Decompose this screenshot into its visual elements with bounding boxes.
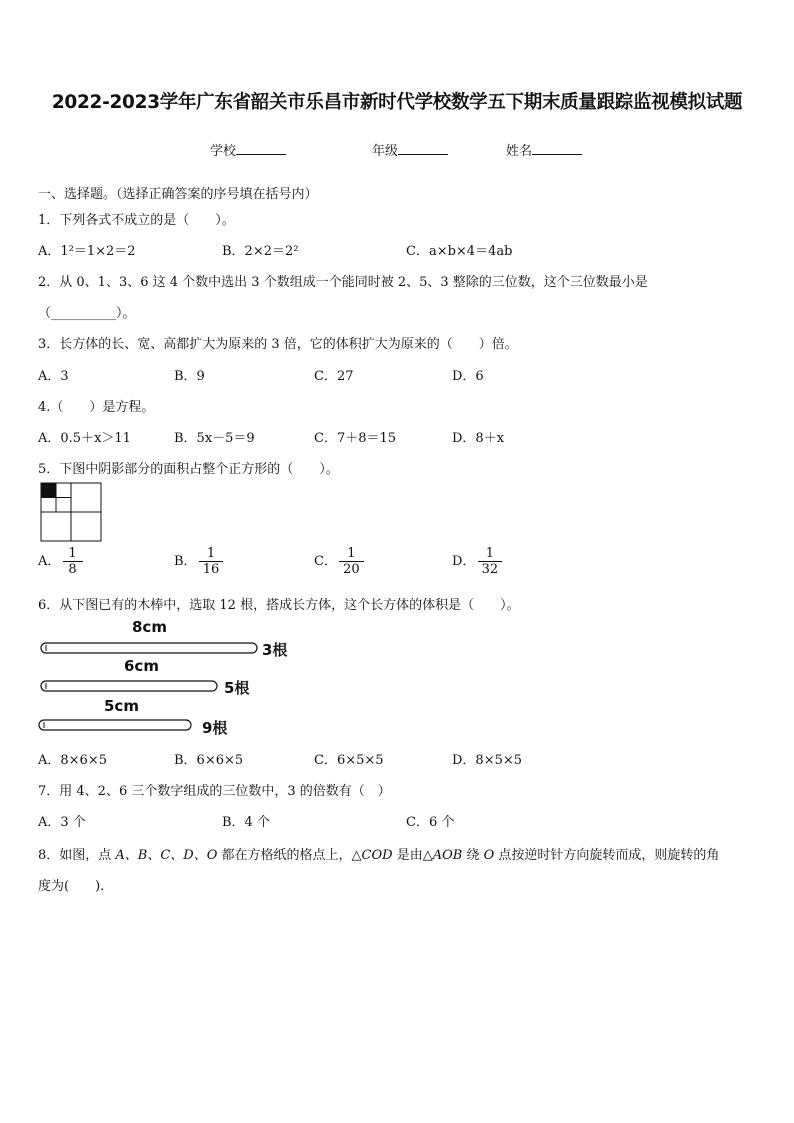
denominator: 16 xyxy=(202,562,220,577)
name-label: 姓名 xyxy=(506,144,533,159)
q5-option-c-fraction xyxy=(341,546,362,577)
q5-option-c xyxy=(314,546,362,577)
q5-option-a-label: A． xyxy=(38,554,61,569)
q5-option-a-fraction xyxy=(65,546,81,577)
stick-body xyxy=(41,643,257,653)
stick-body xyxy=(41,681,217,691)
school-label: 学校 xyxy=(210,144,237,159)
stick3 xyxy=(38,718,194,732)
grade-label: 年级 xyxy=(372,144,399,159)
q8-text: 是由△ xyxy=(392,848,433,863)
q8-triangle-aob: AOB xyxy=(432,848,463,863)
q6-option-d: D．8×5×5 xyxy=(452,753,523,768)
q4-stem: 4.（ ）是方程。 xyxy=(38,400,155,415)
q7-option-a: A．3 个 xyxy=(38,815,86,830)
section-heading: 一、选择题。（选择正确答案的序号填在括号内） xyxy=(38,187,318,202)
q3-option-a: A．3 xyxy=(38,369,69,384)
q5-option-c-label: C． xyxy=(314,554,337,569)
name-field xyxy=(506,140,582,159)
numerator: 1 xyxy=(206,546,216,561)
q5-square-figure xyxy=(40,482,102,542)
q8-point-o: O xyxy=(483,848,495,863)
q1-option-a: A．1²＝1×2＝2 xyxy=(38,244,136,259)
numerator: 1 xyxy=(68,546,77,561)
q5-stem: 5．下图中阴影部分的面积占整个正方形的（ ）。 xyxy=(38,462,339,477)
q4-option-d: D．8＋x xyxy=(452,431,505,446)
q2-stem: 2．从 0、1、3、6 这 4 个数中选出 3 个数组成一个能同时被 2、5、3 整除的三位数，这个三位数最小是 xyxy=(38,275,648,290)
q6-option-a: A．8×6×5 xyxy=(38,753,107,768)
q3-stem: 3．长方体的长、宽、高都扩大为原来的 3 倍，它的体积扩大为原来的（ ）倍。 xyxy=(38,337,518,352)
q5-option-d-label: D． xyxy=(452,554,476,569)
q3-option-d: D．6 xyxy=(452,369,484,384)
q2-answer-blank: （__________）。 xyxy=(38,306,136,321)
q6-option-c: C．6×5×5 xyxy=(314,753,384,768)
denominator: 20 xyxy=(343,562,360,577)
stick2-count: 5根 xyxy=(224,679,250,697)
grade-field xyxy=(372,140,448,159)
q8-text: 绕 xyxy=(462,848,484,863)
numerator: 1 xyxy=(347,546,356,561)
school-field xyxy=(210,140,286,159)
denominator: 8 xyxy=(68,562,77,577)
stick-body xyxy=(39,720,191,730)
name-blank xyxy=(532,142,582,155)
q8-text: 8．如图，点 xyxy=(38,848,116,863)
page-title: 2022-2023学年广东省韶关市乐昌市新时代学校数学五下期末质量跟踪监视模拟试题 xyxy=(51,92,743,113)
q4-option-b: B．5x－5＝9 xyxy=(174,431,255,446)
q7-option-b: B．4 个 xyxy=(222,815,270,830)
q5-option-b-label: B． xyxy=(174,554,197,569)
q4-option-a: A．0.5＋x＞11 xyxy=(38,431,131,446)
denominator: 32 xyxy=(481,562,499,577)
q5-option-a xyxy=(38,546,81,577)
q5-option-b xyxy=(174,546,221,577)
q8-text: 都在方格纸的格点上，△ xyxy=(217,848,362,863)
stick1-count: 3根 xyxy=(262,641,288,659)
q8-stem xyxy=(38,844,719,863)
q7-stem: 7．用 4、2、6 三个数字组成的三位数中，3 的倍数有（ ） xyxy=(38,784,391,799)
q4-option-c: C．7＋8＝15 xyxy=(314,431,397,446)
school-blank xyxy=(236,142,286,155)
q1-stem: 1．下列各式不成立的是（ ）。 xyxy=(38,213,235,228)
q5-option-d xyxy=(452,546,500,577)
q1-option-c: C．a×b×4＝4ab xyxy=(406,244,513,259)
q3-option-c: C．27 xyxy=(314,369,354,384)
q3-option-b: B．9 xyxy=(174,369,205,384)
shaded-cell xyxy=(41,483,56,498)
stick2-length: 6cm xyxy=(124,657,159,675)
q6-option-b: B．6×6×5 xyxy=(174,753,244,768)
stick3-count: 9根 xyxy=(202,719,228,737)
q8-points: A、B、C、D、O xyxy=(115,848,218,863)
q8-text: 点按逆时针方向旋转而成，则旋转的角 xyxy=(494,848,720,863)
stick2 xyxy=(40,679,220,693)
q1-option-b: B．2×2＝2² xyxy=(222,244,299,259)
q7-option-c: C．6 个 xyxy=(406,815,455,830)
q5-option-d-fraction xyxy=(480,546,501,577)
q6-stem: 6．从下图已有的木棒中，选取 12 根，搭成长方体，这个长方体的体积是（ ）。 xyxy=(38,598,520,613)
stick1-length: 8cm xyxy=(132,618,167,636)
numerator: 1 xyxy=(485,546,494,561)
grade-blank xyxy=(398,142,448,155)
q8-triangle-cod: COD xyxy=(361,848,393,863)
stick1 xyxy=(40,641,260,655)
stick3-length: 5cm xyxy=(104,697,139,715)
q5-option-b-fraction xyxy=(201,546,222,577)
q8-stem-line2: 度为( ). xyxy=(38,879,105,894)
